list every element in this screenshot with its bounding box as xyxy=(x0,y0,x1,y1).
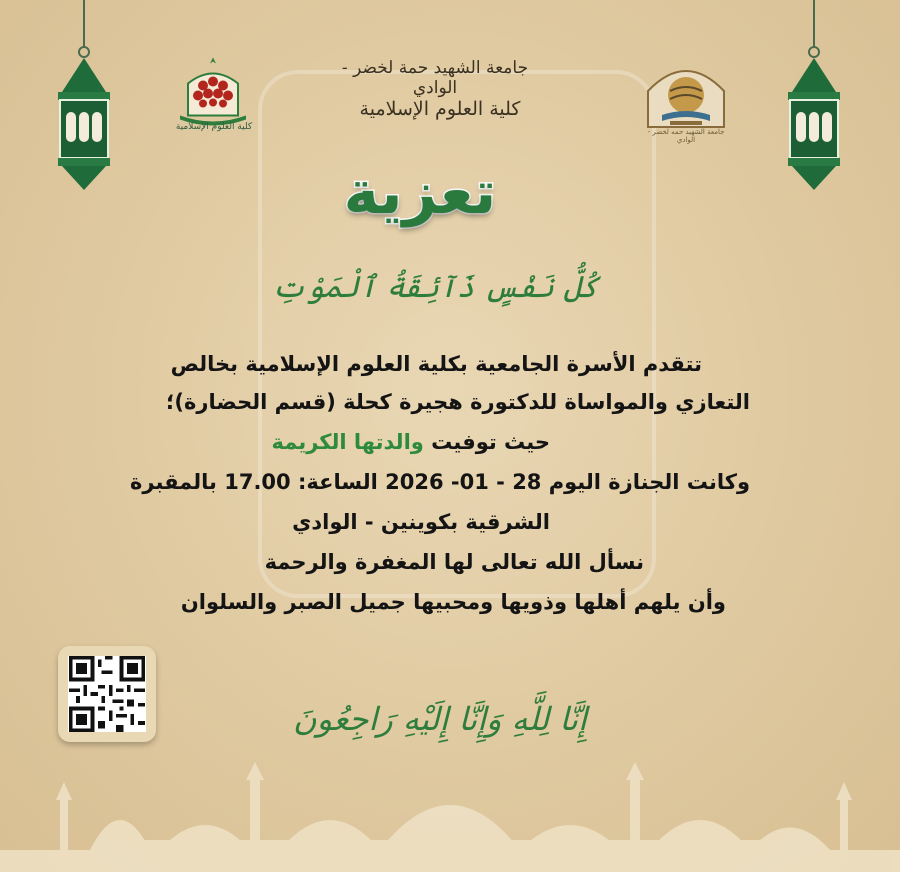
university-name: جامعة الشهيد حمة لخضر - الوادي xyxy=(341,58,529,98)
qr-code-card[interactable] xyxy=(58,646,156,742)
quran-verse: كُلُّ نَفْسٍ ذَآئِقَةُ ٱلْمَوْتِ xyxy=(271,270,599,305)
college-name: كلية العلوم الإسلامية xyxy=(359,98,521,120)
message-line-4: وكانت الجنازة اليوم 28 - 01- 2026 الساعة: 17.00 بالمقبرة xyxy=(130,470,750,494)
message-line-3-prefix: حيث توفيت xyxy=(431,430,550,454)
university-logo-caption: جامعة الشهيد حمه لخضر - الوادي xyxy=(647,128,725,144)
message-line-5: الشرقية بكوينين - الوادي xyxy=(292,510,550,534)
message-line-3 xyxy=(272,430,550,454)
lantern-icon xyxy=(778,0,850,200)
college-logo-caption: كلية العلوم الإسلامية xyxy=(175,122,253,132)
page-title: تعزية xyxy=(343,158,497,228)
message-line-7: وأن يلهم أهلها وذويها ومحبيها جميل الصبر والسلوان xyxy=(180,590,726,614)
message-line-1: تتقدم الأسرة الجامعية بكلية العلوم الإسلامية بخالص xyxy=(170,352,702,376)
message-line-6: نسأل الله تعالى لها المغفرة والرحمة xyxy=(264,550,644,574)
message-line-3-highlight: والدتها الكريمة xyxy=(271,430,424,454)
qr-code-icon xyxy=(68,656,146,732)
lantern-icon xyxy=(48,0,120,200)
closing-verse: إِنَّا لِلَّهِ وَإِنَّا إِلَيْهِ رَاجِعُونَ xyxy=(293,700,587,738)
mosque-skyline xyxy=(0,760,900,872)
message-line-2: التعازي والمواساة للدكتورة هجيرة كحلة (قسم الحضارة)؛ xyxy=(166,390,750,414)
